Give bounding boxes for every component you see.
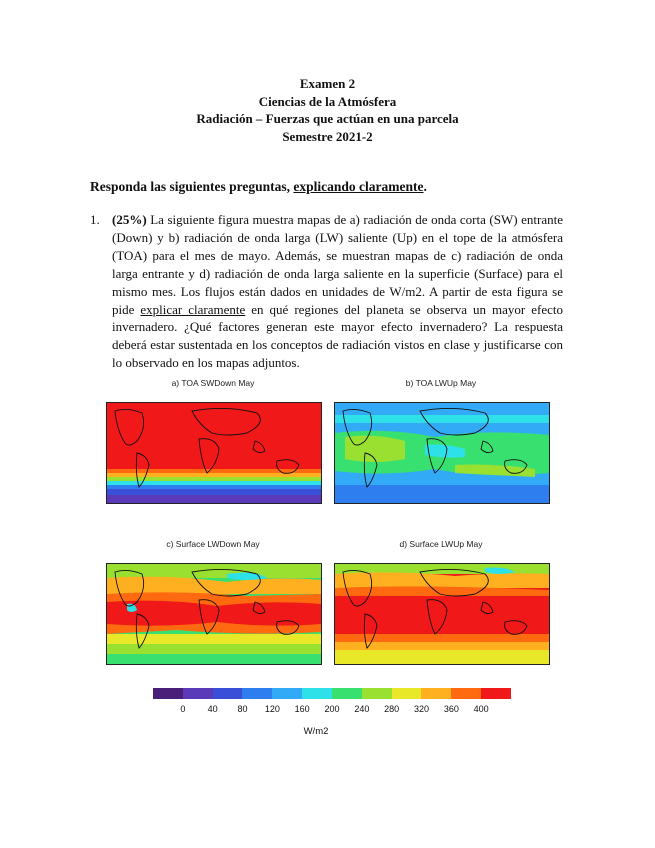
instructions-suffix: . [423, 179, 427, 194]
map-toa-swdown [106, 402, 322, 504]
question-underlined: explicar claramente [140, 301, 246, 317]
colorbar-tick-label: 320 [413, 704, 430, 714]
instructions [90, 179, 427, 195]
colorbar [153, 688, 511, 699]
colorbar-tick-label: 200 [324, 704, 340, 714]
colorbar-tick-label: 40 [207, 704, 218, 714]
colorbar-swatch [481, 688, 511, 699]
colorbar-tick-label: 360 [443, 704, 459, 714]
map-surface-lwdown [106, 563, 322, 665]
instructions-prefix: Responda las siguientes preguntas, [90, 179, 294, 194]
colorbar-tick-label: 120 [264, 704, 280, 714]
exam-title: Examen 2 [299, 76, 356, 91]
map-title-c: c) Surface LWDown May [166, 539, 260, 549]
question-1 [90, 211, 563, 372]
colorbar-ticks [153, 704, 511, 716]
question-text-b: en qué regiones del planeta se observa un mayor efecto invernadero. ¿Qué factores generan este mayor efecto invernadero? La respuesta deberá estar sustentada en los conceptos de radiación vistos en clase y justificarse con lo observado en los mapas adjuntos. [112, 301, 563, 371]
map-title-d: d) Surface LWUp May [399, 539, 483, 549]
map-title-a: a) TOA SWDown May [171, 378, 255, 388]
colorbar-swatch [451, 688, 481, 699]
colorbar-tick-label: 240 [354, 704, 370, 714]
course-name: Ciencias de la Atmósfera [258, 93, 397, 109]
map-surface-lwup [334, 563, 550, 665]
colorbar-swatch [302, 688, 332, 699]
semester: Semestre 2021-2 [282, 128, 373, 144]
question-weight: (25%) [112, 212, 147, 227]
question-number: 1. [90, 212, 100, 227]
map-toa-lwup [334, 402, 550, 504]
colorbar-swatch [332, 688, 362, 699]
colorbar-swatch [392, 688, 422, 699]
colorbar-swatch [242, 688, 272, 699]
colorbar-tick-label: 80 [237, 704, 248, 714]
radiation-figure [106, 375, 526, 745]
map-title-b: b) TOA LWUp May [405, 378, 477, 388]
colorbar-tick-label: 280 [384, 704, 400, 714]
colorbar-swatch [272, 688, 302, 699]
instructions-emphasis: explicando claramente [293, 179, 424, 194]
colorbar-swatch [213, 688, 243, 699]
colorbar-swatch [421, 688, 451, 699]
colorbar-tick-label: 0 [180, 704, 186, 714]
colorbar-swatch [183, 688, 213, 699]
exam-topic: Radiación – Fuerzas que actúan en una parcela [196, 111, 459, 126]
exam-header [0, 75, 655, 145]
question-text [112, 211, 563, 372]
colorbar-tick-label: 400 [473, 704, 489, 714]
colorbar-swatch [153, 688, 183, 699]
colorbar-swatch [362, 688, 392, 699]
question-text-a: La siguiente figura muestra mapas de a) radiación de onda corta (SW) entrante (Down) y b) radiación de onda larga (LW) saliente (Up) en el tope de la atmósfera (TOA) para el mes de mayo. Además, se muestran mapas de c) radiación de onda larga entrante y d) radiación de onda larga saliente en la superficie (Surface) para el mismo mes. Los flujos están dados en unidades de W/m2. A partir de esta figura se pide [112, 212, 563, 317]
colorbar-tick-label: 160 [294, 704, 310, 714]
colorbar-units: W/m2 [303, 726, 329, 737]
